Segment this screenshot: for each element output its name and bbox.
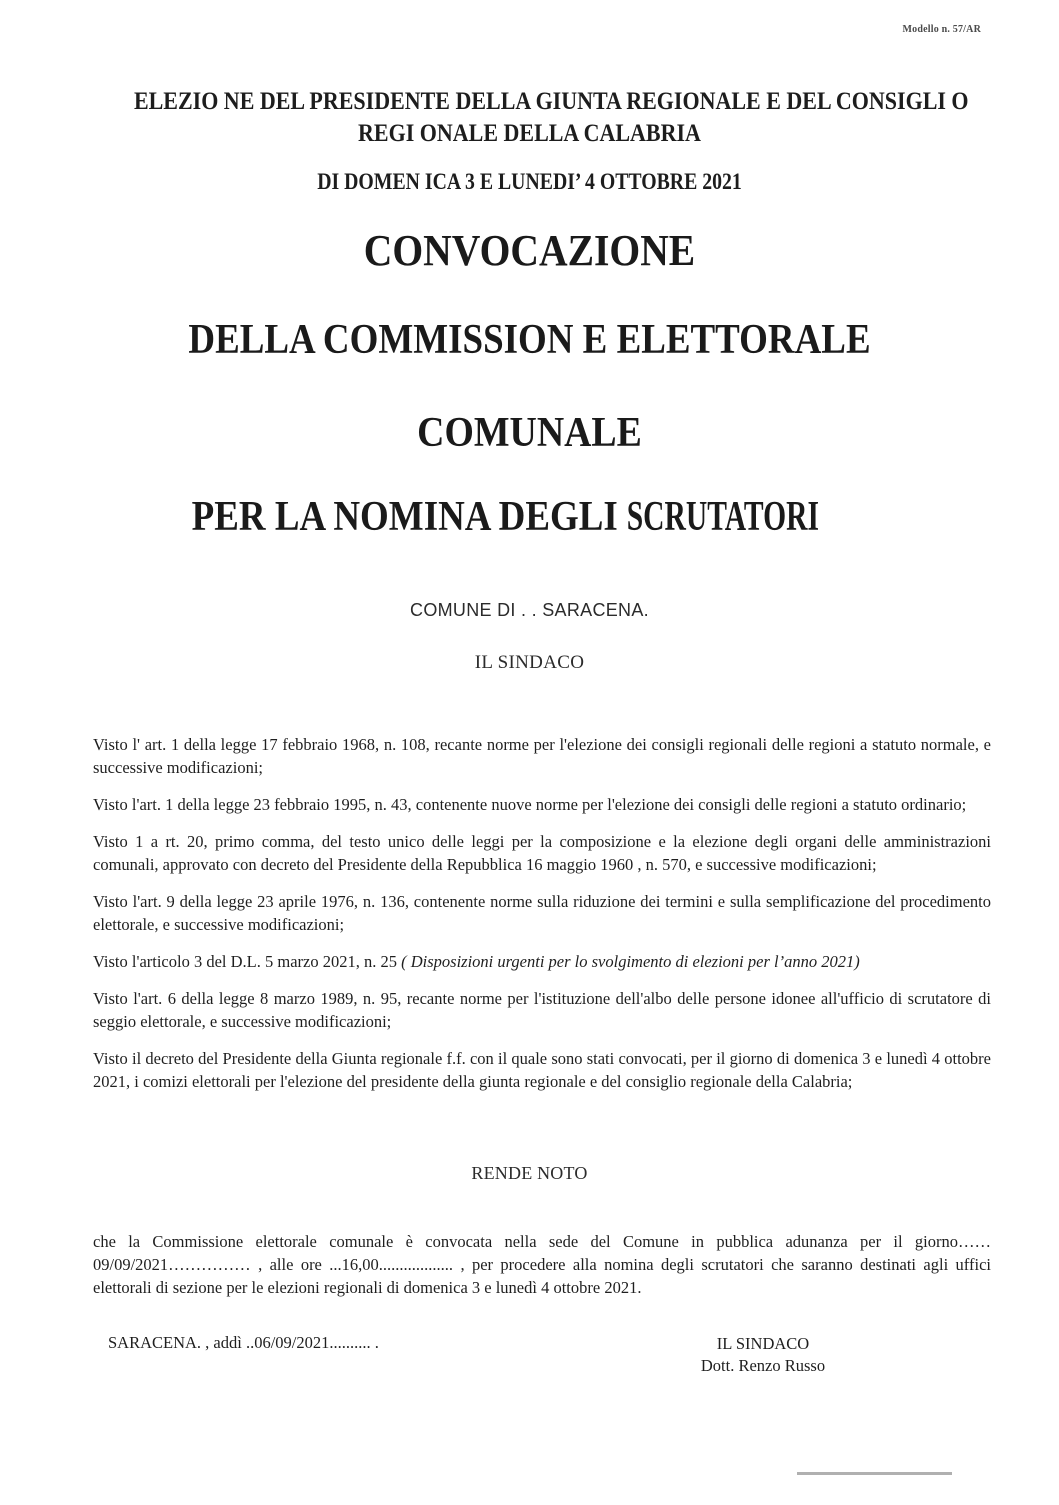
signature-place-date: SARACENA. , addì ..06/09/2021.......... . (108, 1333, 379, 1352)
heading-line-2: REGI ONALE DELLA CALABRIA (358, 120, 701, 147)
premise-paragraph: Visto l' art. 1 della legge 17 febbraio 1968, n. 108, recante norme per l'elezione dei consigli regionali delle regioni a statuto normale, e successive modificazioni; (93, 735, 991, 777)
premise-citation-italic: ( Disposizioni urgenti per lo svolgimento di elezioni per l’anno 2021) (401, 952, 860, 971)
title-comunale: COMUNALE (417, 410, 642, 456)
premise-paragraph: Visto il decreto del Presidente della Giunta regionale f.f. con il quale sono stati convocati, per il giorno di domenica 3 e lunedì 4 ottobre 2021, i comizi elettorali per l'elezione del presidente della giunta regionale e del consiglio regionale della Calabria; (93, 1049, 991, 1091)
premises-block (93, 733, 991, 1093)
rende-noto-heading: RENDE NOTO (471, 1163, 588, 1183)
premise-paragraph: Visto l'art. 6 della legge 8 marzo 1989, n. 95, recante norme per l'istituzione dell'albo delle persone idonee all'ufficio di scrutatore di seggio elettorale, e successive modificazioni; (93, 989, 991, 1031)
heading-line-1: ELEZIO NE DEL PRESIDENTE DELLA GIUNTA REGIONALE E DEL CONSIGLI O (133, 88, 969, 115)
footer-rule (797, 1472, 952, 1475)
title-commissione-elettorale: DELLA COMMISSION E ELETTORALE (188, 317, 871, 363)
premise-paragraph: Visto 1 a rt. 20, primo comma, del testo unico delle leggi per la composizione e la elezione degli organi delle amministrazioni comunali, approvato con decreto del Presidente della Repubblica 16 maggio 1960 , n. 570, e successive modificazioni; (93, 832, 991, 874)
signature-name: Dott. Renzo Russo (700, 1356, 826, 1375)
premise-paragraph-with-citation (93, 950, 991, 973)
form-code-label: Modello n. 57/AR (902, 24, 981, 35)
resolution-block (93, 1230, 991, 1299)
premise-paragraph: Visto l'art. 1 della legge 23 febbraio 1995, n. 43, contenente nuove norme per l'elezione dei consigli delle regioni a statuto ordinario; (93, 795, 967, 814)
title-nomina-prefix: PER LA NOMINA DEGLI (191, 494, 628, 540)
document-heading (80, 86, 979, 196)
title-scrutatori-word: SCRUTATORI (627, 494, 820, 540)
signature-block (633, 1333, 893, 1377)
sindaco-heading: IL SINDACO (474, 652, 585, 673)
title-nomina-scrutatori (134, 492, 925, 542)
signature-role: IL SINDACO (716, 1334, 810, 1353)
signature-row (93, 1333, 991, 1393)
title-convocazione: CONVOCAZIONE (363, 226, 696, 275)
comune-name-line: COMUNE DI . . SARACENA. (410, 600, 649, 620)
premise-paragraph: Visto l'art. 9 della legge 23 aprile 1976, n. 136, contenente norme sulla riduzione dei termini e sulla semplificazione del procedimento elettorale, e successive modificazioni; (93, 892, 991, 934)
heading-election-date: DI DOMEN ICA 3 E LUNEDI’ 4 OTTOBRE 2021 (317, 169, 742, 194)
premise-citation-plain: Visto l'articolo 3 del D.L. 5 marzo 2021, n. 25 (93, 952, 402, 971)
resolution-paragraph: che la Commissione elettorale comunale è convocata nella sede del Comune in pubblica adunanza per il giorno……09/09/2021…………… , alle ore ...16,00.................. , per procedere alla nomina degli scrutatori che saranno destinati agli uffici elettorali di sezione per le elezioni regionali di domenica 3 e lunedì 4 ottobre 2021. (93, 1232, 991, 1297)
